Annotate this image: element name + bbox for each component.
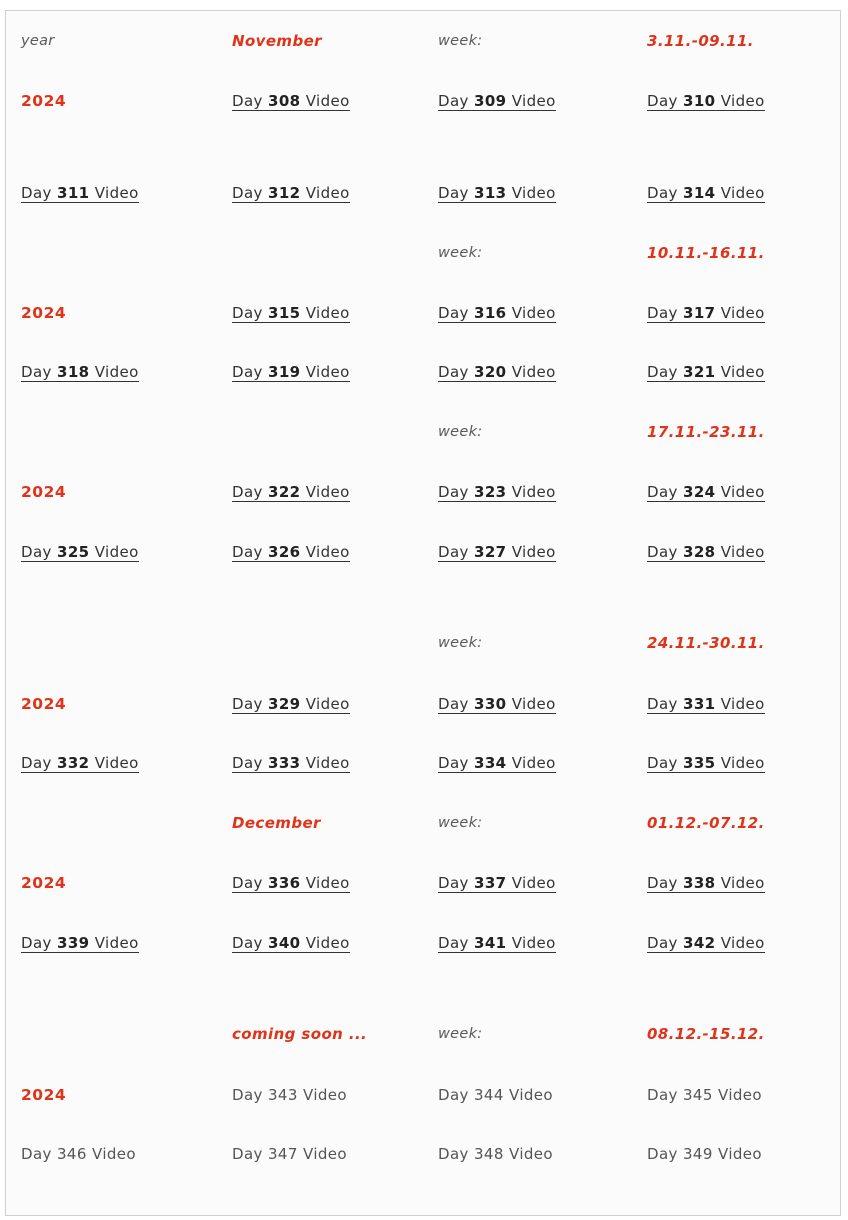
week-range: 10.11.-16.11. (647, 244, 765, 262)
week-label: week: (438, 424, 483, 440)
day-345-video-text: Day 345 Video (647, 1086, 763, 1104)
day-318-video-link[interactable]: Day 318 Video (21, 363, 139, 381)
day-331-video-link[interactable]: Day 331 Video (647, 695, 765, 713)
day-344-video-text: Day 344 Video (438, 1086, 554, 1104)
day-308-video-link[interactable]: Day 308 Video (232, 92, 350, 110)
week1-row2 (6, 179, 840, 207)
day-325-video-link[interactable]: Day 325 Video (21, 543, 139, 561)
week-label: week: (438, 1026, 483, 1042)
day-334-video-link[interactable]: Day 334 Video (438, 754, 556, 772)
day-322-video-link[interactable]: Day 322 Video (232, 483, 350, 501)
year-value: 2024 (21, 874, 67, 892)
day-326-video-link[interactable]: Day 326 Video (232, 543, 350, 561)
week-range: 08.12.-15.12. (647, 1025, 765, 1043)
day-321-video-link[interactable]: Day 321 Video (647, 363, 765, 381)
week-label: week: (438, 635, 483, 651)
day-316-video-link[interactable]: Day 316 Video (438, 304, 556, 322)
year-value: 2024 (21, 92, 67, 110)
day-332-video-link[interactable]: Day 332 Video (21, 754, 139, 772)
month-november: November (232, 32, 322, 50)
day-319-video-link[interactable]: Day 319 Video (232, 363, 350, 381)
week6-row2 (6, 1140, 840, 1168)
day-315-video-link[interactable]: Day 315 Video (232, 304, 350, 322)
week2-row2 (6, 358, 840, 386)
week-range: 01.12.-07.12. (647, 814, 765, 832)
week6-row1 (6, 1081, 840, 1109)
week6-header-row (6, 1020, 840, 1048)
header-row (6, 27, 840, 55)
week5-row1 (6, 869, 840, 897)
day-337-video-link[interactable]: Day 337 Video (438, 874, 556, 892)
week2-header-row (6, 239, 840, 267)
week5-header-row (6, 809, 840, 837)
day-346-video-text: Day 346 Video (21, 1145, 137, 1163)
week1-row1 (6, 87, 840, 115)
day-335-video-link[interactable]: Day 335 Video (647, 754, 765, 772)
day-327-video-link[interactable]: Day 327 Video (438, 543, 556, 561)
day-309-video-link[interactable]: Day 309 Video (438, 92, 556, 110)
day-343-video-text: Day 343 Video (232, 1086, 348, 1104)
day-314-video-link[interactable]: Day 314 Video (647, 184, 765, 202)
week4-header-row (6, 629, 840, 657)
day-317-video-link[interactable]: Day 317 Video (647, 304, 765, 322)
month-december: December (232, 814, 321, 832)
day-323-video-link[interactable]: Day 323 Video (438, 483, 556, 501)
day-348-video-text: Day 348 Video (438, 1145, 554, 1163)
day-313-video-link[interactable]: Day 313 Video (438, 184, 556, 202)
day-324-video-link[interactable]: Day 324 Video (647, 483, 765, 501)
week2-row1 (6, 299, 840, 327)
year-value: 2024 (21, 695, 67, 713)
week-label: week: (438, 815, 483, 831)
day-340-video-link[interactable]: Day 340 Video (232, 934, 350, 952)
day-342-video-link[interactable]: Day 342 Video (647, 934, 765, 952)
coming-soon-label: coming soon ... (232, 1025, 368, 1043)
day-336-video-link[interactable]: Day 336 Video (232, 874, 350, 892)
year-label: year (21, 33, 55, 49)
schedule-panel (5, 10, 841, 1216)
day-330-video-link[interactable]: Day 330 Video (438, 695, 556, 713)
day-320-video-link[interactable]: Day 320 Video (438, 363, 556, 381)
year-value: 2024 (21, 304, 67, 322)
week4-row2 (6, 749, 840, 777)
week3-row1 (6, 478, 840, 506)
day-310-video-link[interactable]: Day 310 Video (647, 92, 765, 110)
day-338-video-link[interactable]: Day 338 Video (647, 874, 765, 892)
day-341-video-link[interactable]: Day 341 Video (438, 934, 556, 952)
day-328-video-link[interactable]: Day 328 Video (647, 543, 765, 561)
week3-row2 (6, 538, 840, 566)
week3-header-row (6, 418, 840, 446)
week-range: 24.11.-30.11. (647, 634, 765, 652)
week-label: week: (438, 33, 483, 49)
week5-row2 (6, 929, 840, 957)
day-329-video-link[interactable]: Day 329 Video (232, 695, 350, 713)
week-range: 3.11.-09.11. (647, 32, 754, 50)
day-349-video-text: Day 349 Video (647, 1145, 763, 1163)
day-312-video-link[interactable]: Day 312 Video (232, 184, 350, 202)
year-value: 2024 (21, 483, 67, 501)
week-range: 17.11.-23.11. (647, 423, 765, 441)
year-value: 2024 (21, 1086, 67, 1104)
day-311-video-link[interactable]: Day 311 Video (21, 184, 139, 202)
week4-row1 (6, 690, 840, 718)
day-333-video-link[interactable]: Day 333 Video (232, 754, 350, 772)
week-label: week: (438, 245, 483, 261)
day-347-video-text: Day 347 Video (232, 1145, 348, 1163)
day-339-video-link[interactable]: Day 339 Video (21, 934, 139, 952)
